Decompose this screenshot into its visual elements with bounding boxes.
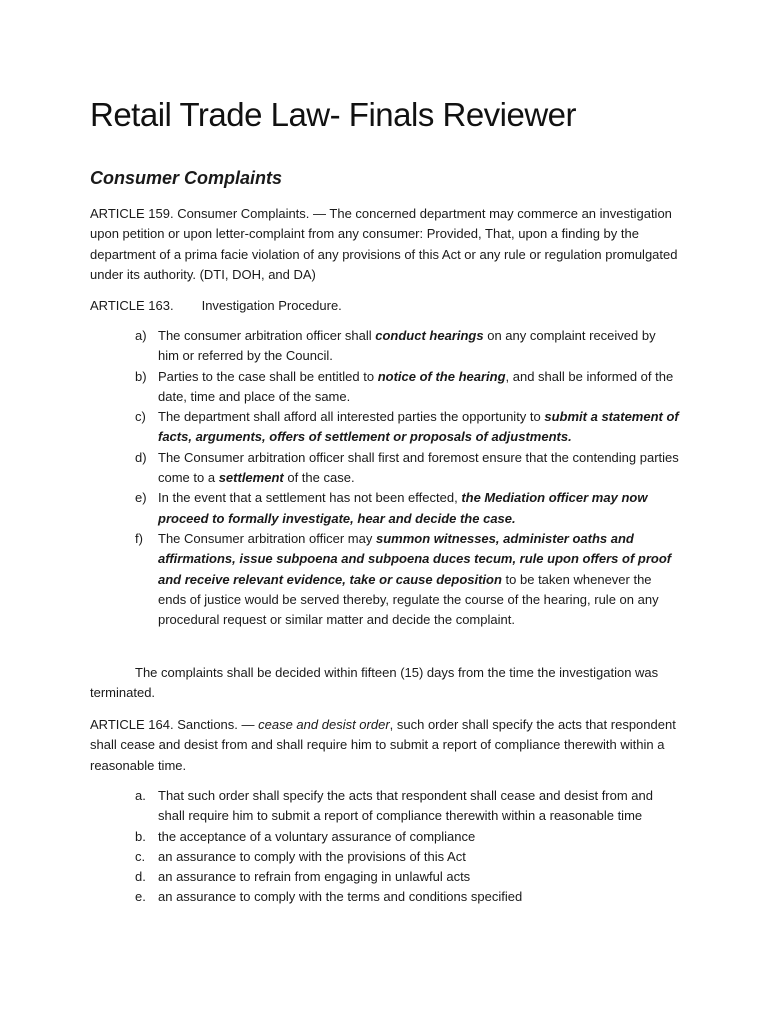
list-item-text: of the case. xyxy=(283,470,355,486)
list-item xyxy=(135,326,680,367)
section-heading: Consumer Complaints xyxy=(90,168,283,188)
list-item-text: In the event that a settlement has not been effected, xyxy=(158,490,462,506)
list-item xyxy=(135,786,680,827)
list-item-text: , and shall be informed of the date, time and place of the same. xyxy=(158,368,674,404)
list-marker: b) xyxy=(135,368,147,384)
list-item xyxy=(135,407,680,448)
list-item xyxy=(135,529,680,630)
list-item xyxy=(135,887,680,907)
list-item-text: The Consumer arbitration officer may xyxy=(158,530,376,546)
list-marker: a) xyxy=(135,328,147,343)
emphasis-text: settlement xyxy=(218,470,284,486)
emphasis-text: submit a statement of facts, arguments, offers of settlement or proposals of adjustments. xyxy=(158,409,679,445)
article-163-title: Investigation Procedure. xyxy=(201,298,342,313)
list-marker: d. xyxy=(135,869,146,885)
list-marker: d) xyxy=(135,449,147,465)
article-159-paragraph: ARTICLE 159. Consumer Complaints. — The concerned department may commerce an investigation upon petition or upon letter-complaint from any consumer: Provided, That, upon a finding by the department of a prima facie violation of any provisions of this Act or any rule or regulation promulgated under its authority. (DTI, DOH, and DA) xyxy=(90,206,678,282)
decision-note-paragraph: The complaints shall be decided within fifteen (15) days from the time the investigation was terminated. xyxy=(90,665,659,701)
list-item xyxy=(135,827,680,847)
list-item-text: The Consumer arbitration officer shall first and foremost ensure that the contending parties come to a xyxy=(158,449,679,486)
article-163-heading xyxy=(90,296,680,316)
article-164-lead: ARTICLE 164. Sanctions. — xyxy=(90,717,259,732)
list-marker: e) xyxy=(135,490,147,506)
investigation-procedure-list xyxy=(135,326,680,630)
list-item xyxy=(135,847,680,867)
emphasis-text: summon witnesses, administer oaths and affirmations, issue subpoena and subpoena duces tecum, rule upon offers of proof and receive relevant evidence, take or cause deposition xyxy=(158,530,672,587)
list-item-text: That such order shall specify the acts that respondent shall cease and desist from and shall require him to submit a report of compliance therewith within a reasonable time xyxy=(158,788,653,824)
emphasis-text: the Mediation officer may now proceed to formally investigate, hear and decide the case. xyxy=(158,490,648,526)
list-marker: b. xyxy=(135,828,146,844)
list-item xyxy=(135,367,680,408)
sanctions-list xyxy=(135,786,680,908)
list-item-text: an assurance to refrain from engaging in unlawful acts xyxy=(158,869,471,885)
list-marker: e. xyxy=(135,889,146,905)
list-item-text: The consumer arbitration officer shall xyxy=(158,328,376,343)
list-item-text: an assurance to comply with the terms and conditions specified xyxy=(158,889,523,905)
list-item-text: Parties to the case shall be entitled to xyxy=(158,368,378,384)
list-marker: f) xyxy=(135,530,143,546)
list-item-text: to be taken whenever the ends of justice would be served thereby, regulate the course of the hearing, rule on any procedural request or similar matter and decide the complaint. xyxy=(158,571,659,628)
list-item-text: The department shall afford all interested parties the opportunity to xyxy=(158,409,545,425)
list-item-text: the acceptance of a voluntary assurance of compliance xyxy=(158,828,476,844)
document-title: Retail Trade Law- Finals Reviewer xyxy=(90,96,577,133)
list-item xyxy=(135,488,680,529)
article-164-paragraph xyxy=(90,715,680,776)
emphasis-text: notice of the hearing xyxy=(377,368,506,384)
list-item-text: on any complaint received by him or referred by the Council. xyxy=(158,328,656,364)
article-164-text: , such order shall specify the acts that respondent shall cease and desist from and shall require him to submit a report of compliance therewith within a reasonable time. xyxy=(90,717,676,773)
emphasis-text: conduct hearings xyxy=(375,328,484,343)
article-163-number: ARTICLE 163. xyxy=(90,298,174,313)
list-marker: c. xyxy=(135,848,146,864)
list-item xyxy=(135,448,680,489)
list-item-text: an assurance to comply with the provisions of this Act xyxy=(158,848,466,864)
list-item xyxy=(135,867,680,887)
list-marker: c) xyxy=(135,409,146,425)
emphasis-text: cease and desist order xyxy=(258,717,390,732)
list-marker: a. xyxy=(135,788,146,803)
